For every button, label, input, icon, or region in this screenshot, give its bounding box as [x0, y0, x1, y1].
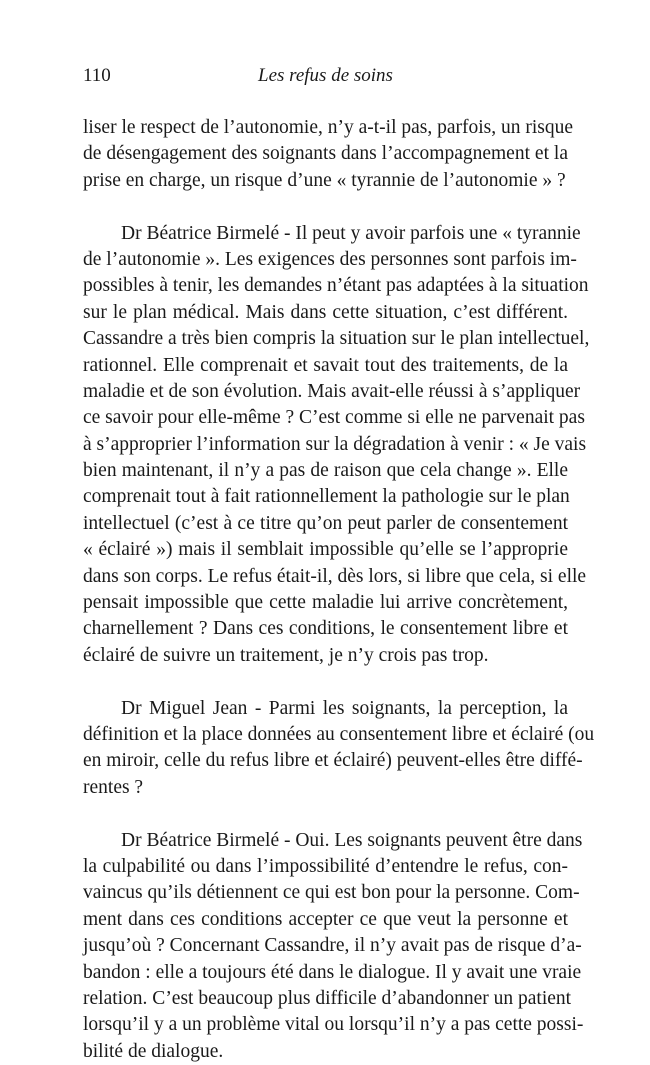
text-line: rentes ? [83, 776, 144, 798]
paragraph-4 [83, 828, 584, 1065]
text-line: liser le respect de l’autonomie, n’y a-t-il pas, parfois, un risque [83, 117, 574, 138]
text-line: Dr Béatrice Birmelé - Oui. Les soignants peuvent être dans [121, 829, 583, 851]
page-number: 110 [83, 65, 111, 86]
text-line: bilité de dialogue. [83, 1040, 224, 1062]
text-line: Dr Béatrice Birmelé - Il peut y avoir parfois une « tyrannie [121, 222, 581, 244]
text-line: prise en charge, un risque d’une « tyrannie de l’autonomie » ? [83, 169, 566, 191]
body-text [83, 115, 595, 1065]
text-line: dans son corps. Le refus était-il, dès lors, si libre que cela, si elle [83, 565, 587, 587]
text-line: intellectuel (c’est à ce titre qu’on peut parler de consentement [83, 512, 568, 534]
text-line: relation. C’est beaucoup plus difficile d’abandonner un patient [83, 987, 572, 1009]
text-line: de l’autonomie ». Les exigences des personnes sont parfois im- [83, 248, 577, 270]
text-line: maladie et de son évolution. Mais avait-elle réussi à s’appliquer [83, 380, 581, 402]
text-line: pensait impossible que cette maladie lui arrive concrètement, [83, 592, 568, 614]
text-line: vaincus qu’ils détiennent ce qui est bon pour la personne. Com- [83, 882, 580, 904]
text-line: Dr Miguel Jean - Parmi les soignants, la perception, la [121, 697, 568, 719]
text-line: définition et la place données au consentement libre et éclairé (ou [83, 723, 595, 745]
text-line: charnellement ? Dans ces conditions, le consentement libre et [83, 618, 568, 640]
text-line: Cassandre a très bien compris la situation sur le plan intellectuel, [83, 328, 590, 350]
text-line: de désengagement des soignants dans l’accompagnement et la [83, 143, 568, 165]
text-line: possibles à tenir, les demandes n’étant pas adaptées à la situation [83, 275, 589, 297]
text-line: « éclairé ») mais il semblait impossible qu’elle se l’approprie [83, 539, 568, 561]
paragraph-1 [83, 115, 574, 194]
running-title: Les refus de soins [258, 65, 393, 86]
text-line: ce savoir pour elle-même ? C’est comme si elle ne parvenait pas [83, 407, 585, 429]
text-line: comprenait tout à fait rationnellement la pathologie sur le plan [83, 486, 570, 508]
text-line: lorsqu’il y a un problème vital ou lorsqu’il n’y a pas cette possi- [83, 1014, 584, 1036]
text-line: bandon : elle a toujours été dans le dialogue. Il y avait une vraie [83, 961, 582, 983]
paragraph-2 [83, 221, 590, 670]
page-header [83, 62, 568, 90]
text-line: éclairé de suivre un traitement, je n’y crois pas trop. [83, 644, 489, 666]
paragraph-3 [83, 696, 595, 802]
text-line: jusqu’où ? Concernant Cassandre, il n’y avait pas de risque d’a- [83, 935, 582, 957]
text-line: rationnel. Elle comprenait et savait tout des traitements, de la [83, 354, 568, 376]
text-line: sur le plan médical. Mais dans cette situation, c’est différent. [83, 301, 568, 323]
text-line: bien maintenant, il n’y a pas de raison que cela change ». Elle [83, 460, 568, 482]
text-line: la culpabilité ou dans l’impossibilité d’entendre le refus, con- [83, 855, 568, 877]
text-line: ment dans ces conditions accepter ce que veut la personne et [83, 908, 568, 930]
text-line: en miroir, celle du refus libre et éclairé) peuvent-elles être diffé- [83, 750, 583, 772]
text-line: à s’approprier l’information sur la dégradation à venir : « Je vais [83, 433, 587, 455]
